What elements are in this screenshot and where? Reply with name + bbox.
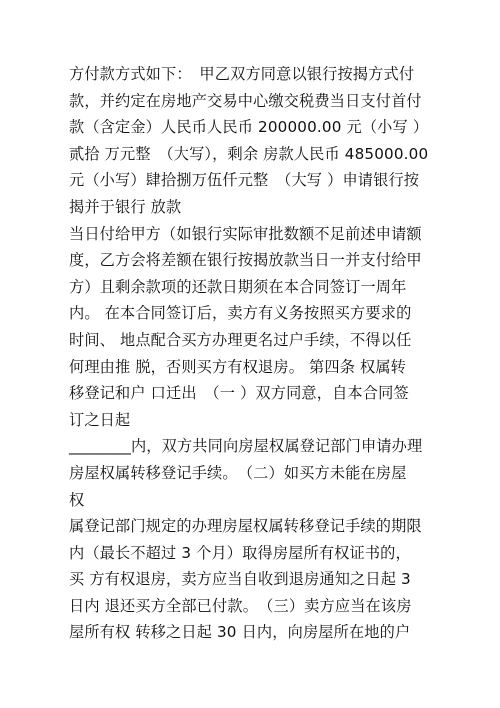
text-line: 度，乙方会将差额在银行按揭放款当日一并支付给甲 [69, 251, 422, 270]
text-line: 内。 在本合同签订后，卖方有义务按照买方要求的 [69, 304, 412, 323]
text-line: 时间、 地点配合买方办理更名过户手续，不得以任 [69, 330, 412, 349]
text-line: 元（小写）肆拾捌万伍仟元整 （大写 ）申请银行按 [69, 171, 420, 190]
text-line: 属登记部门规定的办理房屋权属转移登记手续的期限 [69, 517, 422, 536]
text-line: 何理由推 脱，否则买方有权退房。 第四条 权属转 [69, 357, 407, 376]
text-line: 房屋权属转移登记手续。 （二）如买方未能在房屋 [69, 463, 407, 482]
text-line: 款，并约定在房地产交易中心缴交税费当日支付首付 [69, 91, 422, 110]
text-line: 订之日起 [69, 410, 131, 429]
text-line: 款（含定金）人民币人民币 200000.00 元（小写 ） [69, 118, 429, 137]
text-line: 方付款方式如下： 甲乙双方同意以银行按揭方式付 [69, 65, 415, 83]
text-line: 权 [69, 490, 85, 509]
text-line: 买 方有权退房，卖方应当自收到退房通知之日起 3 [69, 570, 411, 589]
contract-text [69, 61, 441, 646]
text-line: 揭并于银行 放款 [69, 197, 182, 216]
text-line: 方）且剩余款项的还款日期须在本合同签订一周年 [69, 277, 407, 296]
text-line: 屋所有权 转移之日起 30 日内，向房屋所在地的户 [69, 623, 411, 642]
text-line: 内（最长不超过 3 个月）取得房屋所有权证书的， [69, 543, 411, 562]
text-line: ________内，双方共同向房屋权属登记部门申请办理 [69, 437, 423, 456]
text-line: 移登记和户 口迁出 （一 ）双方同意，自本合同签 [69, 384, 409, 403]
text-line: 日内 退还买方全部已付款。 （三）卖方应当在该房 [69, 596, 412, 615]
text-line: 当日付给甲方（如银行实际审批数额不足前述申请额 [69, 224, 422, 243]
text-line: 贰拾 万元整 （大写），剩余 房款人民币 485000.00 [69, 144, 429, 163]
